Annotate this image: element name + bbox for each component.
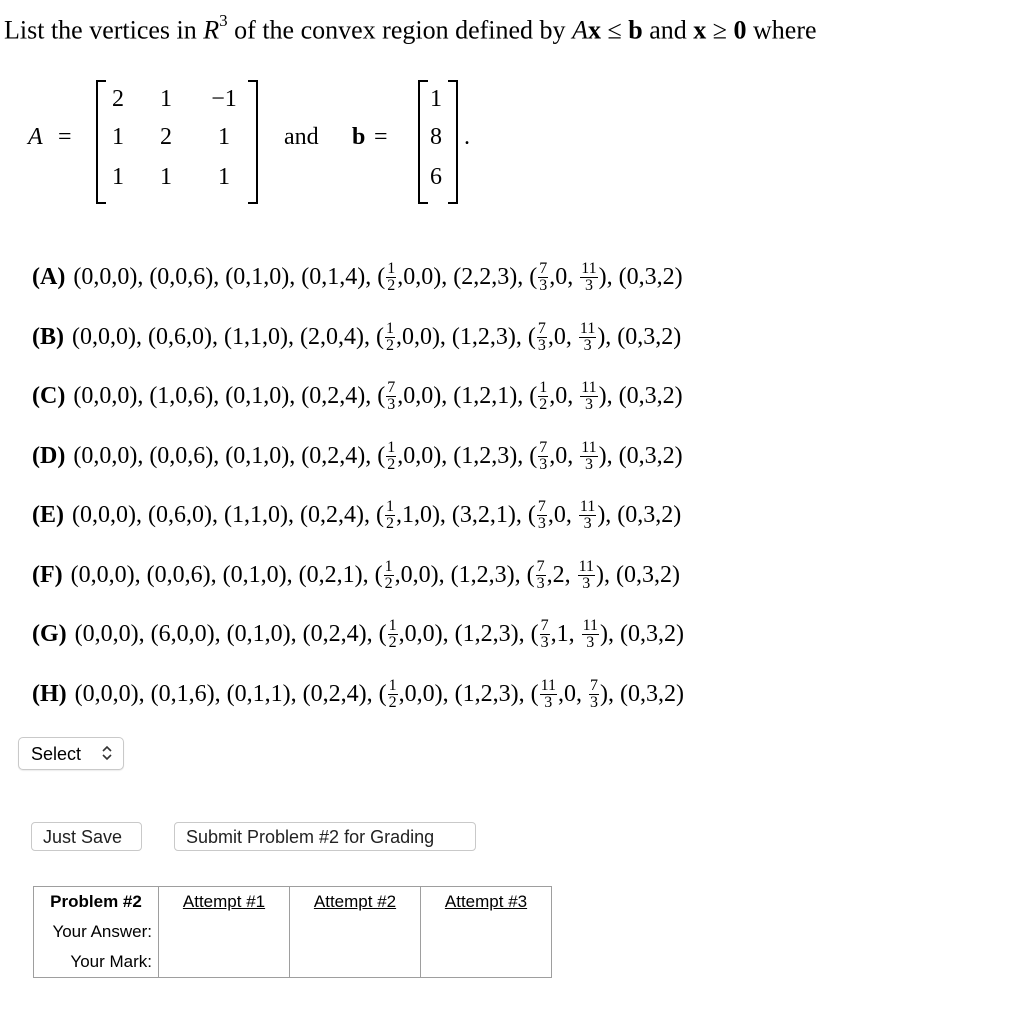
matrix-A-cell: 1	[160, 164, 172, 190]
fraction-denominator: 2	[387, 277, 396, 295]
fraction-denominator: 3	[584, 277, 593, 295]
fraction-numerator: 7	[539, 438, 548, 456]
option-text: ), (0,3,2)	[599, 680, 684, 707]
fraction-numerator: 11	[579, 319, 596, 337]
attempt-2-cell	[290, 887, 421, 918]
fraction-numerator: 11	[581, 379, 597, 397]
matrix-A-cell: 1	[112, 164, 124, 190]
space-exponent: 3	[219, 11, 228, 30]
fraction	[579, 499, 596, 532]
option-g	[32, 605, 684, 665]
matrix-period: .	[464, 124, 470, 150]
fraction-numerator: 11	[540, 676, 556, 694]
fraction-denominator: 3	[537, 515, 546, 533]
your-mark-row	[34, 947, 552, 978]
matrix-A-cell: 1	[218, 164, 230, 190]
option-text: ), (0,3,2)	[598, 383, 683, 410]
fraction	[536, 559, 546, 592]
matrix-b-label: b	[352, 124, 366, 150]
option-text: ,0,0), (1,2,3), (	[394, 561, 535, 588]
option-text: ,0,	[547, 323, 578, 350]
option-letter: (G)	[32, 621, 67, 648]
fraction-numerator: 7	[537, 498, 546, 516]
option-text: ,1,	[550, 621, 581, 648]
option-text: ,0,	[549, 442, 580, 469]
option-c	[32, 367, 684, 427]
option-e	[32, 486, 684, 546]
option-text: ), (0,3,2)	[595, 561, 680, 588]
mark-cell	[159, 947, 290, 978]
option-text: (0,0,0), (0,6,0), (1,1,0), (0,2,4), (	[72, 502, 384, 529]
fraction-denominator: 3	[586, 634, 595, 652]
vector-b-cell: 1	[430, 86, 442, 112]
fraction-denominator: 3	[589, 693, 598, 711]
fraction-denominator: 2	[385, 336, 394, 354]
question-text	[4, 11, 817, 46]
option-text: (0,0,0), (0,0,6), (0,1,0), (0,2,4), (	[73, 442, 386, 469]
fraction-denominator: 3	[583, 515, 592, 533]
attempt-2-link[interactable]: Attempt #2	[313, 892, 397, 911]
fraction-denominator: 2	[388, 634, 397, 652]
fraction-denominator: 3	[539, 455, 548, 473]
fraction-numerator: 7	[540, 617, 549, 635]
answer-select-value: Select	[31, 744, 82, 764]
option-text: ,0,0), (1,2,3), (	[398, 680, 539, 707]
matrix-A-right-bracket	[248, 80, 258, 204]
attempt-3-cell	[421, 887, 552, 918]
option-text: ,0,0), (1,2,3), (	[398, 621, 539, 648]
fraction-denominator: 3	[584, 455, 593, 473]
fraction	[580, 380, 597, 413]
fraction-denominator: 3	[387, 396, 396, 414]
option-text: ), (0,3,2)	[597, 323, 682, 350]
option-d	[32, 427, 684, 487]
matrix-A-left-bracket	[96, 80, 106, 204]
matrix-A-cell: −1	[211, 86, 237, 112]
fraction-denominator: 3	[537, 336, 546, 354]
your-answer-row	[34, 917, 552, 947]
fraction	[386, 380, 396, 413]
matrix-A-label: A	[28, 124, 43, 150]
option-letter: (D)	[32, 442, 66, 469]
ineq-and: and	[649, 15, 687, 45]
updown-chevron-icon	[101, 744, 113, 762]
fraction	[537, 499, 547, 532]
fraction-numerator: 1	[388, 676, 397, 694]
option-text: ), (0,3,2)	[598, 264, 683, 291]
option-text: ,0,	[549, 383, 580, 410]
attempt-1-cell	[159, 887, 290, 918]
your-mark-label: Your Mark:	[34, 947, 159, 978]
matrix-A-cell: 1	[112, 124, 124, 150]
fraction-numerator: 1	[385, 319, 394, 337]
fraction-denominator: 2	[388, 693, 397, 711]
fraction-denominator: 3	[582, 574, 591, 592]
fraction	[385, 499, 395, 532]
fraction-numerator: 7	[536, 557, 545, 575]
fraction-denominator: 3	[544, 693, 553, 711]
fraction-numerator: 11	[582, 617, 598, 635]
matrix-A-cell: 2	[112, 86, 124, 112]
vector-b-right-bracket	[448, 80, 458, 204]
option-text: ), (0,3,2)	[597, 502, 682, 529]
option-b	[32, 308, 684, 368]
option-text: ), (0,3,2)	[598, 442, 683, 469]
option-text: ,0,	[549, 264, 580, 291]
fraction	[589, 678, 599, 711]
option-text: (0,0,0), (6,0,0), (0,1,0), (0,2,4), (	[74, 621, 387, 648]
fraction	[538, 261, 548, 294]
answer-select[interactable]	[18, 737, 124, 770]
question-suffix: where	[753, 15, 817, 45]
answer-cell	[159, 917, 290, 947]
mark-cell	[421, 947, 552, 978]
fraction-denominator: 2	[384, 574, 393, 592]
question-prefix: List the vertices in	[4, 15, 197, 45]
option-letter: (A)	[32, 264, 66, 291]
ineq-x2: x	[693, 15, 707, 45]
question-middle: of the convex region defined by	[234, 15, 566, 45]
option-h	[32, 665, 684, 725]
submit-for-grading-button[interactable]: Submit Problem #2 for Grading	[174, 822, 476, 851]
option-text: (0,0,0), (0,0,6), (0,1,0), (0,1,4), (	[73, 264, 386, 291]
option-text: ,1,0), (3,2,1), (	[395, 502, 536, 529]
matrix-A-cell: 1	[218, 124, 230, 150]
option-text: ), (0,3,2)	[599, 621, 684, 648]
fraction	[578, 559, 595, 592]
fraction-denominator: 3	[536, 574, 545, 592]
answer-cell	[290, 917, 421, 947]
option-text: ,0,0), (2,2,3), (	[397, 264, 538, 291]
attempt-table	[33, 886, 552, 978]
fraction-numerator: 1	[539, 379, 548, 397]
attempt-table-header-row	[34, 887, 552, 918]
fraction-numerator: 11	[578, 557, 594, 575]
fraction	[385, 321, 395, 354]
fraction	[580, 440, 597, 473]
fraction-denominator: 3	[584, 396, 593, 414]
matrix-A-cell: 1	[160, 86, 172, 112]
fraction-numerator: 1	[385, 498, 394, 516]
matrix-A-cell: 2	[160, 124, 172, 150]
option-text: ,2,	[546, 561, 577, 588]
ineq-A: A	[572, 15, 588, 45]
fraction-numerator: 7	[539, 260, 548, 278]
fraction-numerator: 7	[589, 676, 598, 694]
fraction-numerator: 1	[384, 557, 393, 575]
fraction-numerator: 1	[387, 438, 396, 456]
option-letter: (B)	[32, 323, 64, 350]
matrix-b-equals: =	[374, 124, 388, 150]
matrix-and: and	[284, 124, 319, 150]
fraction	[384, 559, 394, 592]
option-text: (0,0,0), (0,1,6), (0,1,1), (0,2,4), (	[74, 680, 387, 707]
fraction	[538, 380, 548, 413]
mark-cell	[290, 947, 421, 978]
fraction-numerator: 7	[387, 379, 396, 397]
option-f	[32, 546, 684, 606]
fraction-numerator: 11	[579, 498, 596, 516]
option-text: (0,0,0), (1,0,6), (0,1,0), (0,2,4), (	[73, 383, 386, 410]
fraction-denominator: 3	[540, 634, 549, 652]
option-text: ,0,0), (1,2,3), (	[397, 442, 538, 469]
fraction	[388, 618, 398, 651]
fraction-numerator: 1	[387, 260, 396, 278]
fraction-numerator: 1	[388, 617, 397, 635]
fraction	[580, 261, 597, 294]
option-text: ,0,0), (1,2,1), (	[397, 383, 538, 410]
fraction-denominator: 3	[583, 336, 592, 354]
option-text: (0,0,0), (0,6,0), (1,1,0), (2,0,4), (	[72, 323, 384, 350]
fraction	[386, 440, 396, 473]
answer-options	[32, 248, 684, 724]
vector-b-cell: 6	[430, 164, 442, 190]
matrix-A-equals: =	[58, 124, 72, 150]
ineq-x: x	[587, 15, 601, 45]
fraction	[388, 678, 398, 711]
option-letter: (H)	[32, 680, 67, 707]
ineq-le: ≤	[607, 15, 622, 45]
fraction	[579, 321, 596, 354]
answer-cell	[421, 917, 552, 947]
fraction	[537, 321, 547, 354]
fraction-denominator: 2	[387, 455, 396, 473]
ineq-b: b	[628, 15, 643, 45]
option-letter: (F)	[32, 561, 63, 588]
option-letter: (C)	[32, 383, 66, 410]
fraction-numerator: 11	[581, 260, 597, 278]
fraction-denominator: 2	[385, 515, 394, 533]
fraction-numerator: 11	[581, 438, 597, 456]
option-text: ,0,	[557, 680, 588, 707]
fraction-denominator: 3	[539, 277, 548, 295]
fraction	[540, 678, 557, 711]
fraction	[386, 261, 396, 294]
space-symbol: R	[203, 15, 220, 45]
option-text: (0,0,0), (0,0,6), (0,1,0), (0,2,1), (	[70, 561, 383, 588]
fraction-denominator: 2	[539, 396, 548, 414]
problem-label: Problem #2	[34, 887, 159, 918]
fraction	[538, 440, 548, 473]
fraction-numerator: 7	[537, 319, 546, 337]
attempt-3-link[interactable]: Attempt #3	[444, 892, 528, 911]
option-letter: (E)	[32, 502, 64, 529]
your-answer-label: Your Answer:	[34, 917, 159, 947]
option-text: ,0,	[547, 502, 578, 529]
option-text: ,0,0), (1,2,3), (	[395, 323, 536, 350]
just-save-button[interactable]: Just Save	[31, 822, 142, 851]
fraction	[582, 618, 599, 651]
option-a	[32, 248, 684, 308]
ineq-ge: ≥	[712, 15, 728, 45]
attempt-1-link[interactable]: Attempt #1	[182, 892, 266, 911]
vector-b-cell: 8	[430, 124, 442, 150]
fraction	[540, 618, 550, 651]
ineq-zero: 0	[733, 15, 747, 45]
